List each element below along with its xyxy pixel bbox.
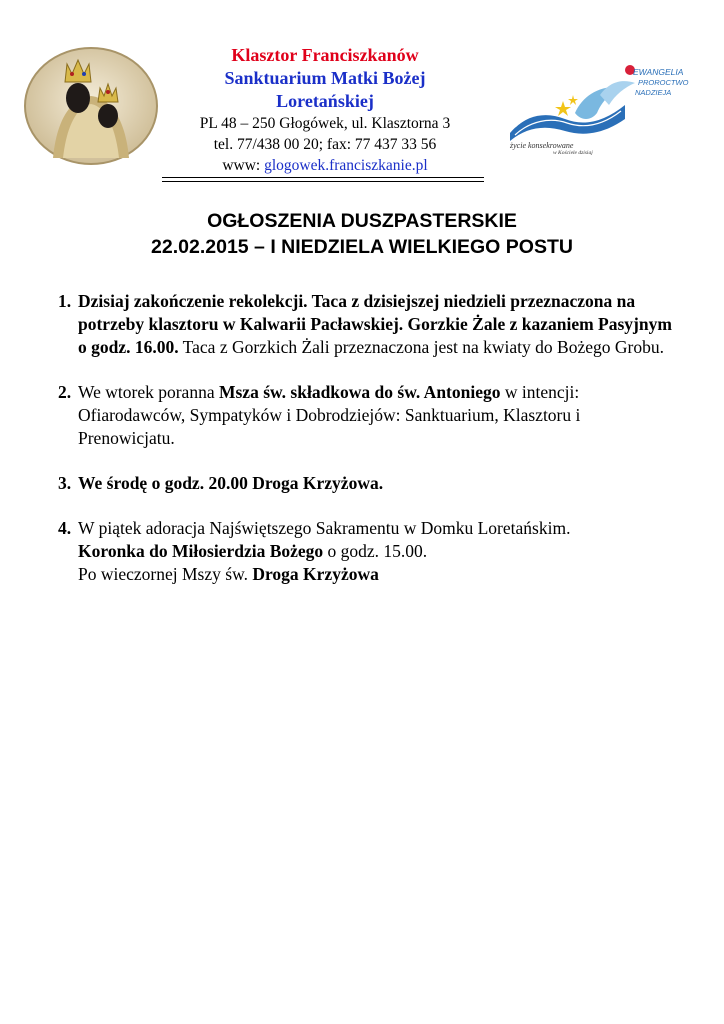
item-text [78,517,678,586]
item-plain-text: Po wieczornej Mszy św. [78,564,253,584]
item-number: 3. [58,473,72,493]
item-bold-text: Droga Krzyżowa [252,564,379,584]
announcements-list [58,290,678,608]
item-text [78,381,678,450]
page-title: OGŁOSZENIA DUSZPASTERSKIE [207,210,517,232]
item-bold-text: We środę o godz. 20.00 Droga Krzyżowa. [78,473,384,493]
header-rule-top [162,177,484,178]
website-label: www: [222,157,265,174]
item-line: W piątek adoracja Najświętszego Sakramentu w Domku Loretańskim. [78,518,571,538]
phone-fax: tel. 77/438 00 20; fax: 77 437 33 56 [213,136,437,153]
madonna-medallion-logo [23,46,159,166]
item-number: 1. [58,291,72,311]
sanctuary-name: Sanktuarium Matki Bożej [224,68,426,88]
item-number: 2. [58,382,72,402]
consecrated-life-logo [505,55,689,156]
monastery-header [160,44,490,176]
item-text [78,472,678,495]
announcement-item [58,472,678,495]
item-text [78,290,678,359]
announcement-item [58,290,678,359]
item-line [78,563,678,586]
website [160,155,490,176]
website-link[interactable]: glogowek.franciszkanie.pl [264,157,428,174]
item-bold-text: Msza św. składkowa do św. Antoniego [218,382,501,402]
logo-sub-1: życie konsekrowane [510,141,574,150]
item-number: 4. [58,518,72,538]
item-line [78,540,678,563]
header-rule-bottom [162,181,484,182]
announcement-item [58,517,678,586]
item-plain-text: We wtorek poranna [78,382,219,402]
address: PL 48 – 250 Głogówek, ul. Klasztorna 3 [199,115,451,132]
item-bold-text: Koronka do Miłosierdzia Bożego [78,541,324,561]
page-subtitle-date: 22.02.2015 – I NIEDZIELA WIELKIEGO POSTU [151,236,573,258]
logo-word-nadzieja: NADZIEJA [635,88,672,97]
item-plain-text: w intencji: Ofiarodawców, Sympatyków i Dobrodziejów: Sanktuarium, Klasztoru i Prenowicjatu. [78,382,581,448]
item-bold-text: Dzisiaj zakończenie rekolekcji. Taca z dzisiejszej niedzieli przeznaczona na potrzeby klasztoru w Kalwarii Pacławskiej. Gorzkie Żale z kazaniem Pasyjnym o godz. 16.00. [78,291,672,357]
monastery-name: Klasztor Franciszkanów [231,45,419,65]
logo-word-proroctwo: PROROCTWO [638,78,689,87]
announcement-item [58,381,678,450]
sanctuary-name-cont: Loretańskiej [276,91,374,111]
logo-word-ewangelia: EWANGELIA [633,67,684,77]
item-plain-text: Taca z Gorzkich Żali przeznaczona jest na kwiaty do Bożego Grobu. [178,337,664,357]
item-plain-text: o godz. 15.00. [323,541,428,561]
logo-sub-2: w Kościele dzisiaj [553,150,593,156]
